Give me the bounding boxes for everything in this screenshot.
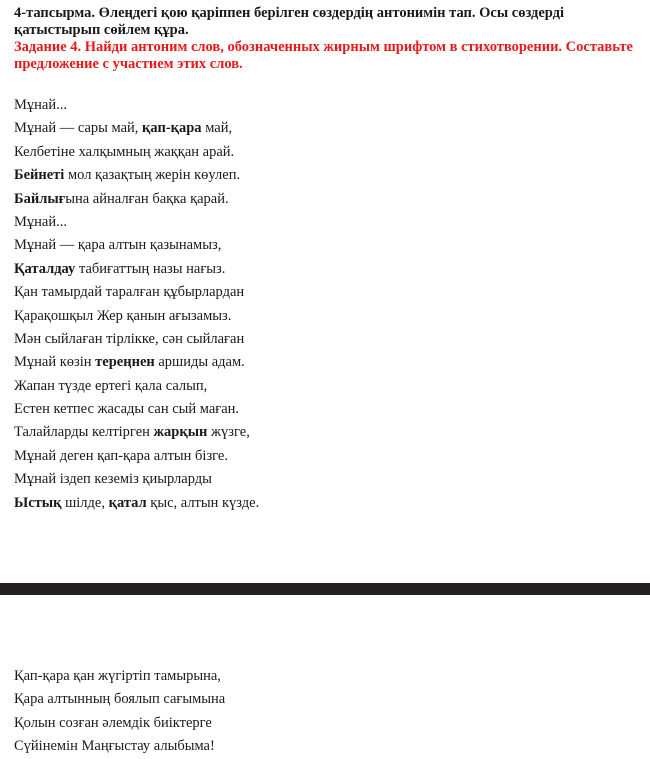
poem-text: май, <box>201 120 233 137</box>
poem-text: аршиды адам. <box>154 354 245 371</box>
task-instruction-russian: Задание 4. Найди антоним слов, обозначенных жирным шрифтом в стихотворении. Составьте предложение с участием этих слов. <box>14 39 633 72</box>
poem-line <box>14 468 634 491</box>
poem-line <box>14 258 634 281</box>
poem-line <box>14 328 634 351</box>
poem-text: табиғаттың назы нағыз. <box>75 260 226 277</box>
poem-line: Қап-қара қан жүгіртіп тамырына, <box>14 668 221 684</box>
poem-main <box>14 94 634 515</box>
poem-text: Мұнай — қара алтын қазынамыз, <box>14 237 222 254</box>
poem-line <box>14 351 634 374</box>
poem-line <box>14 141 634 164</box>
poem-line <box>14 117 634 140</box>
poem-line <box>14 188 634 211</box>
poem-line <box>14 234 634 257</box>
poem-continuation <box>14 665 634 759</box>
bold-word: Байлығ <box>14 190 66 207</box>
poem-line <box>14 375 634 398</box>
poem-text: Қарақошқыл Жер қанын ағызамыз. <box>14 307 232 324</box>
poem-line <box>14 281 634 304</box>
poem-text: Мұнай... <box>14 97 67 113</box>
poem-line: Қолын созған әлемдік биіктерге <box>14 714 212 731</box>
bold-word: Қаталдау <box>14 260 76 277</box>
poem-text: жүзге, <box>207 424 250 441</box>
poem-text: шілде, <box>61 494 109 511</box>
poem-line <box>14 211 634 234</box>
poem-line <box>14 492 634 515</box>
poem-text: Мұнай іздеп кеземіз қиырларды <box>14 471 212 488</box>
poem-text: Жапан түзде ертегі қала салып, <box>14 377 208 394</box>
section-divider <box>0 583 650 595</box>
bold-word: Ыстық <box>14 494 62 511</box>
bold-word: тереңнен <box>95 354 155 371</box>
poem-line <box>14 421 634 444</box>
poem-text: қыс, алтын күзде. <box>146 494 260 511</box>
poem-text: Талайларды келтірген <box>14 424 154 441</box>
poem-line: Сүйінемін Маңғыстау алыбыма! <box>14 738 215 755</box>
task-header <box>14 5 634 73</box>
poem-line: Қара алтынның боялып сағымына <box>14 691 226 708</box>
poem-text: Мұнай — сары май, <box>14 120 143 137</box>
poem-text: Қан тамырдай таралған құбырлардан <box>14 284 245 301</box>
poem-line <box>14 445 634 468</box>
bold-word: Бейнеті <box>14 167 65 184</box>
poem-text: Мұнай көзін <box>14 354 96 371</box>
poem-line <box>14 305 634 328</box>
poem-text: Естен кетпес жасады сан сый маған. <box>14 401 240 418</box>
poem-text: мол қазақтың жерін көулеп. <box>64 167 241 184</box>
bold-word: жарқын <box>153 424 208 441</box>
poem-text: Мұнай деген қап-қара алтын бізге. <box>14 447 228 464</box>
poem-text: Мұнай... <box>14 213 67 230</box>
poem-line <box>14 164 634 187</box>
bold-word: қап-қара <box>142 120 202 137</box>
poem-text: Келбетіне халқымның жаққан арай. <box>14 143 235 160</box>
poem-text: Мән сыйлаған тірлікке, сән сыйлаған <box>14 330 245 347</box>
poem-line <box>14 94 634 117</box>
poem-text: ына айналған бақка қарай. <box>65 190 229 207</box>
poem-line <box>14 398 634 421</box>
bold-word: қатал <box>108 494 147 511</box>
task-instruction-kazakh: 4-тапсырма. Өлеңдегі қою қаріппен берілген сөздердің антонимін тап. Осы сөздерді қатыстырып сөйлем құра. <box>14 5 565 38</box>
